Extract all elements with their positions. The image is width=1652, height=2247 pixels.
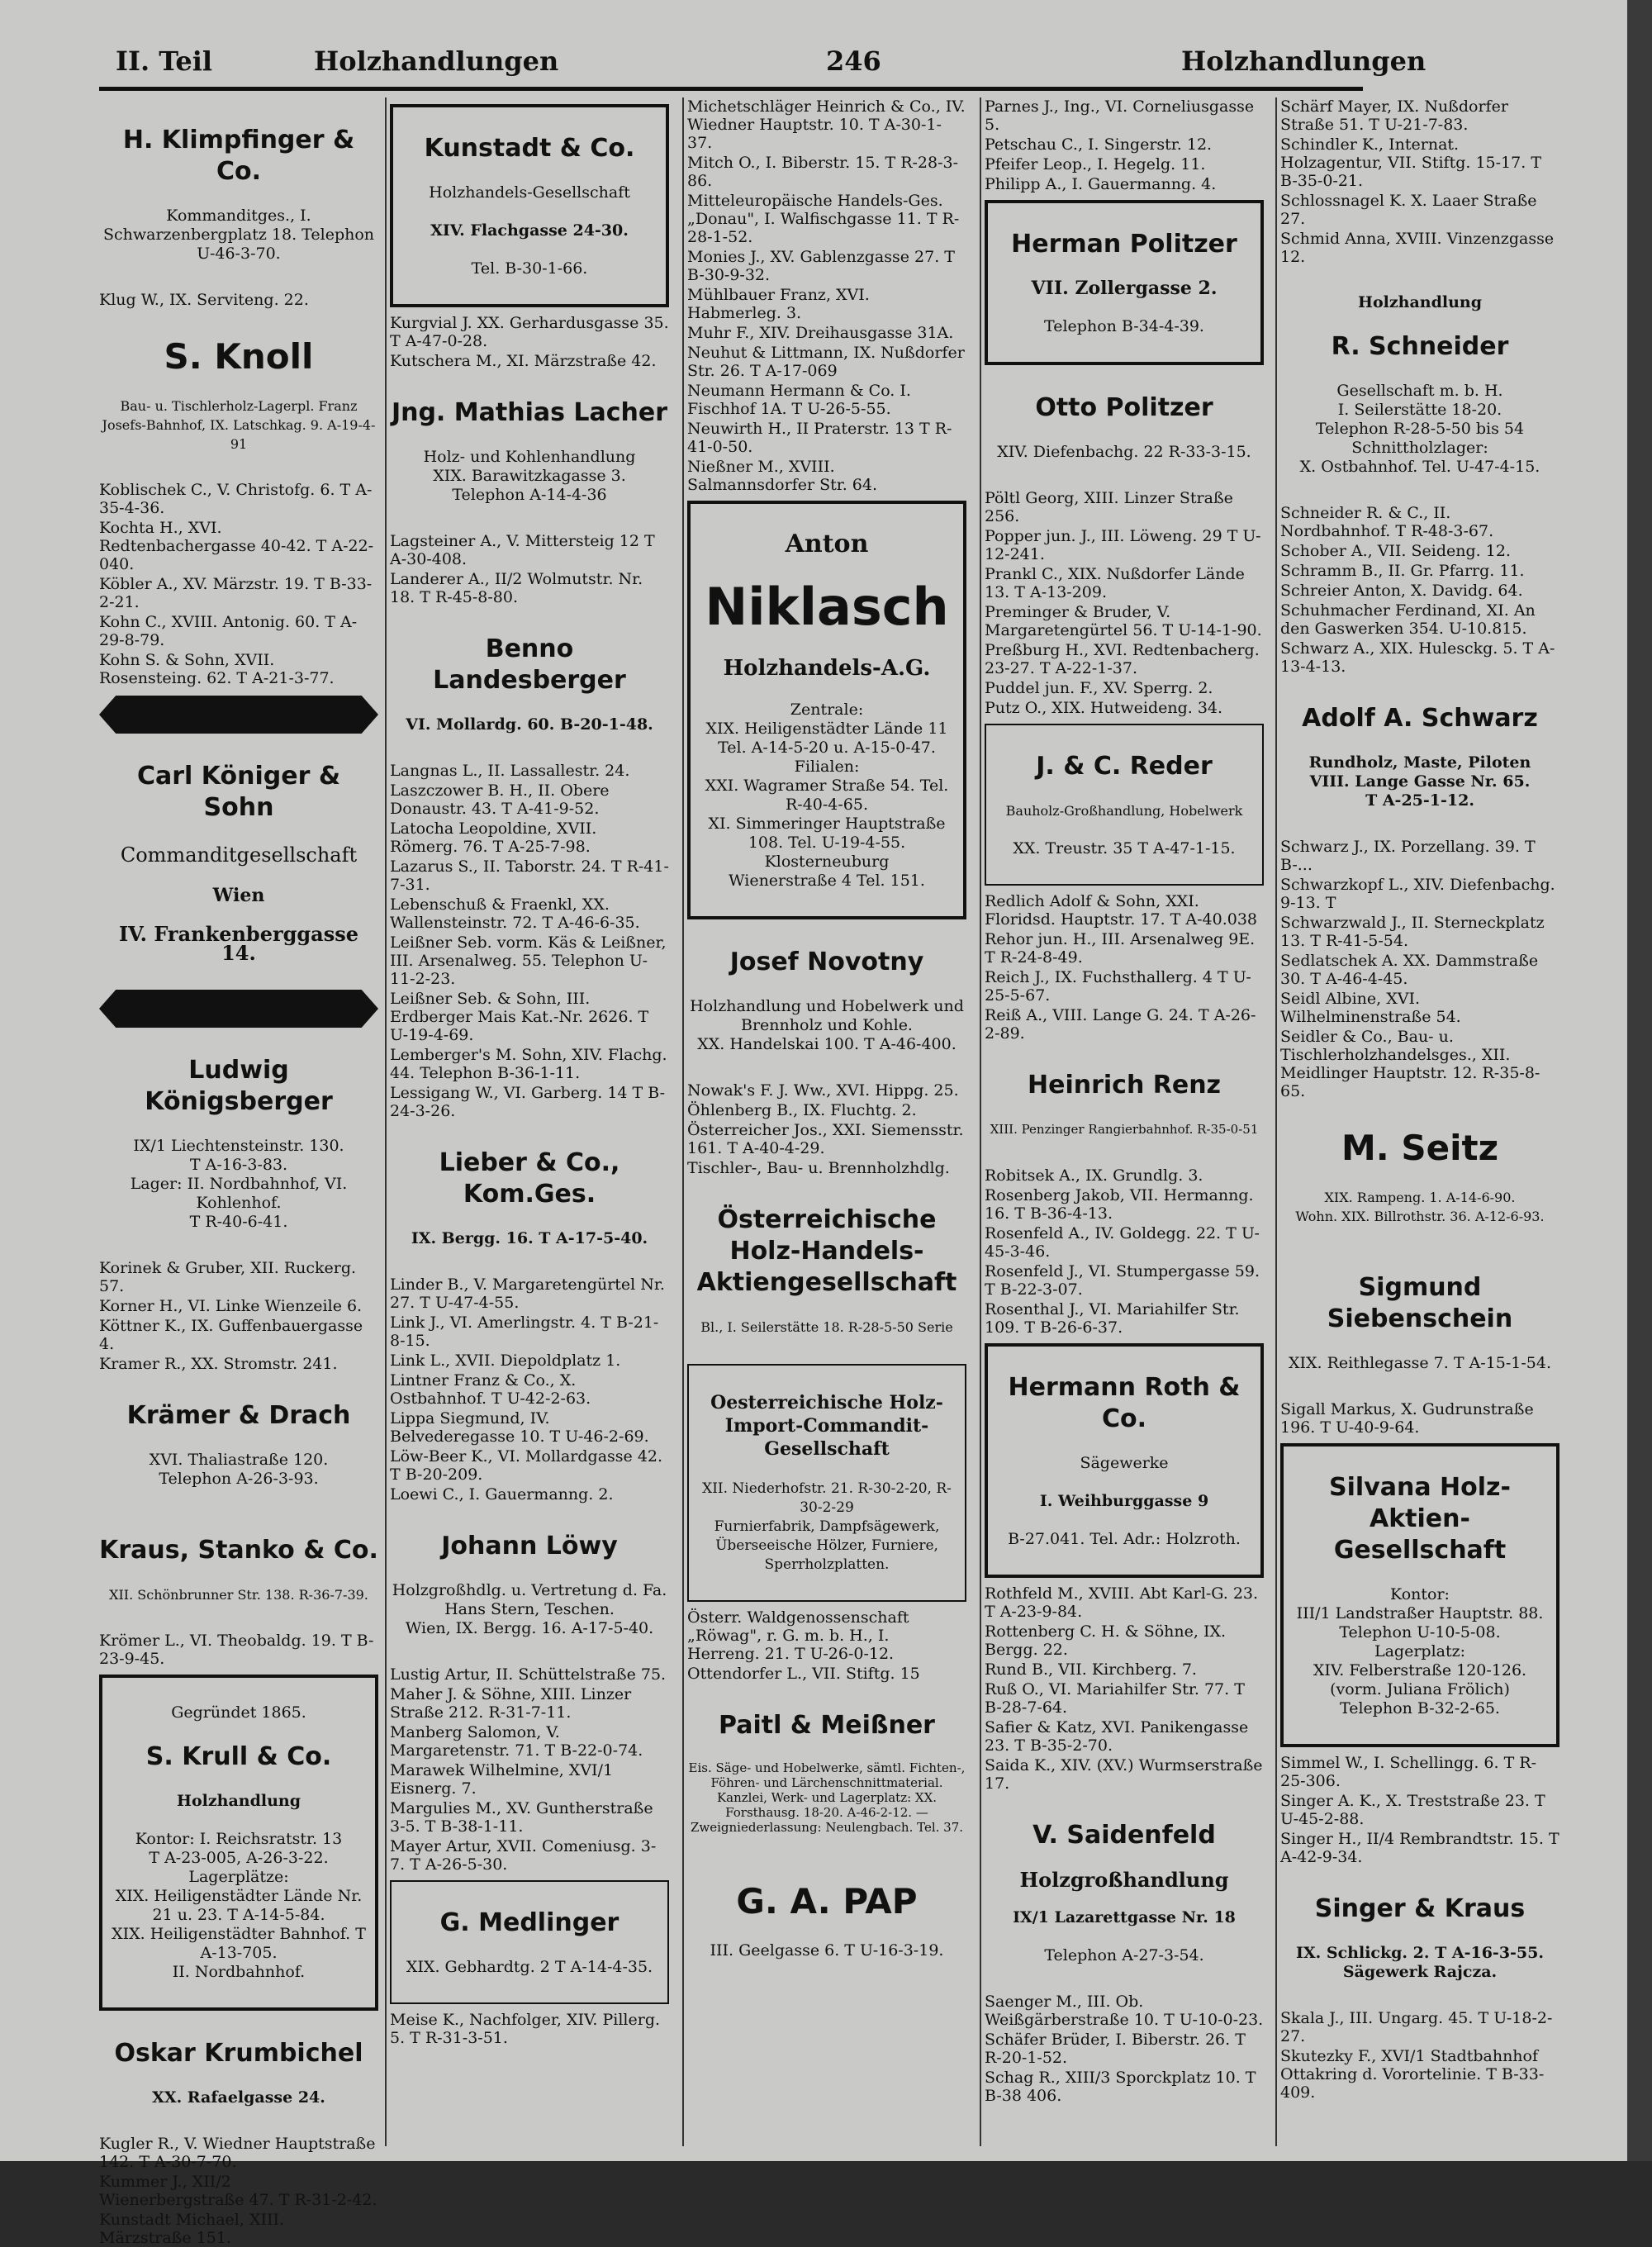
ad-text: IX/1 Liechtensteinstr. 130. T A-16-3-83. Lager: II. Nordbahnhof, VI. Kohlenhof. T R-40-6-41. <box>130 1137 348 1231</box>
ad-text: XIX. Reithlegasse 7. T A-15-1-54. <box>1288 1354 1552 1372</box>
ad-text: IX. Schlickg. 2. T A-16-3-55. Sägewerk Rajcza. <box>1296 1944 1544 1981</box>
ad-name: M. Seitz <box>1341 1128 1499 1168</box>
listing-entry: Lebenschuß & Fraenkl, XX. Wallensteinstr. 72. T A-46-6-35. <box>390 895 640 932</box>
listing-entry: Schuhmacher Ferdinand, XI. An den Gaswerken 354. U-10.815. <box>1280 601 1536 638</box>
ad-sub: Holzhandlung <box>177 1792 301 1810</box>
listing-entry: Rosenberg Jakob, VII. Hermanng. 16. T B-36-4-13. <box>985 1186 1254 1223</box>
listing-entry: Robitsek A., IX. Grundlg. 3. <box>985 1166 1203 1185</box>
ad-renz <box>985 1051 1264 1158</box>
listing-entry: Monies J., XV. Gablenzgasse 27. T B-30-9-32. <box>687 248 955 284</box>
listing-entry: Mühlbauer Franz, XVI. Habmerleg. 3. <box>687 286 870 322</box>
listing-entry: Krömer L., VI. Theobaldg. 19. T B-23-9-45. <box>99 1632 374 1668</box>
ad-city: Wien <box>212 885 265 906</box>
ad-text: Gesellschaft m. b. H. I. Seilerstätte 18-20. Telephon R-28-5-50 bis 54 Schnittholzlager: X. Ostbahnhof. Tel. U-47-4-15. <box>1299 382 1540 476</box>
listing-entry: Preßburg H., XVI. Redtenbacherg. 23-27. T A-22-1-37. <box>985 641 1260 677</box>
listing-entry: Mayer Artur, XVII. Comeniusg. 3-7. T A-26-5-30. <box>390 1837 657 1874</box>
ad-lieber <box>390 1128 669 1267</box>
ad-text: Holz- und Kohlenhandlung XIX. Barawitzkagasse 3. Telephon A-14-4-36 <box>423 448 636 504</box>
listing-entry: Mitteleuropäische Handels-Ges. „Donau", I. Walfischgasse 11. T R-28-1-52. <box>687 192 960 246</box>
ad-name: Otto Politzer <box>1035 393 1213 422</box>
listing-entry: Skutezky F., XVI/1 Stadtbahnhof Ottakring d. Vorortelinie. T B-33-409. <box>1280 2047 1545 2102</box>
ad-name: Oesterreichische Holz-Import-Commandit-Gesellschaft <box>710 1392 943 1460</box>
listing-entry: Rosenthal J., VI. Mariahilfer Str. 109. T B-26-6-37. <box>985 1300 1240 1337</box>
ad-founded: Gegründet 1865. <box>171 1703 306 1722</box>
ad-klimpfinger <box>99 106 378 283</box>
ad-sub: Holzhandels-Gesellschaft <box>429 183 630 202</box>
ad-text: XIII. Penzinger Rangierbahnhof. R-35-0-51 <box>990 1122 1259 1137</box>
page-header <box>116 45 1427 87</box>
ad-koenigsberger <box>99 1036 378 1251</box>
header-rule <box>99 87 1363 91</box>
ad-text: Kontor: I. Reichsratstr. 13 T A-23-005, A-26-3-22. Lagerplätze: XIX. Heiligenstädter Lände Nr. 21 u. 23. T A-14-5-84. XIX. Heiligenstädter Bahnhof. T A-13-705. II. Nordbahnhof. <box>112 1830 366 1981</box>
listing-entry: Rehor jun. H., III. Arsenalweg 9E. T R-24-8-49. <box>985 930 1256 967</box>
section-title-left: Holzhandlungen <box>314 45 559 77</box>
listing-entry: Seidler & Co., Bau- u. Tischlerholzhandelsges., XII. Meidlinger Hauptstr. 12. R-35-8-65. <box>1280 1028 1540 1100</box>
listing-entry: Österreicher Jos., XXI. Siemensstr. 161. T A-40-4-29. <box>687 1121 964 1157</box>
listing-entry: Saenger M., III. Ob. Weißgärberstraße 10. T U-10-0-23. <box>985 1993 1264 2029</box>
listing-entry: Pfeifer Leop., I. Hegelg. 11. <box>985 155 1206 173</box>
listing-entry: Meise K., Nachfolger, XIV. Pillerg. 5. T R-31-3-51. <box>390 2011 661 2047</box>
ad-name: S. Krull & Co. <box>145 1742 332 1771</box>
listing-entry: Muhr F., XIV. Dreihausgasse 31A. <box>687 324 954 342</box>
ad-name: Hermann Roth & Co. <box>1008 1373 1241 1433</box>
column-divider <box>682 97 684 2146</box>
listing-entry: Rothfeld M., XVIII. Abt Karl-G. 23. T A-23-9-84. <box>985 1584 1259 1621</box>
ad-name: Kunstadt & Co. <box>424 134 635 163</box>
ad-sub: Holzhandels-A.G. <box>723 656 931 681</box>
ad-seitz <box>1280 1109 1559 1245</box>
ad-name: Jng. Mathias Lacher <box>391 398 668 427</box>
ad-text: XII. Schönbrunner Str. 138. R-36-7-39. <box>109 1587 368 1603</box>
ad-text: XVI. Thaliastraße 120. Telephon A-26-3-93. <box>149 1451 329 1488</box>
ad-name: Oskar Krumbichel <box>114 2039 363 2068</box>
listing-entry: Singer H., II/4 Rembrandtstr. 15. T A-42-9-34. <box>1280 1830 1559 1866</box>
ad-text: B-27.041. Tel. Adr.: Holzroth. <box>1008 1530 1241 1548</box>
listing-entry: Petschau C., I. Singerstr. 12. <box>985 135 1213 154</box>
ad-sub: Bauholz-Großhandlung, Hobelwerk <box>1005 803 1243 819</box>
listing-entry: Lagsteiner A., V. Mittersteig 12 T A-30-408. <box>390 532 655 568</box>
listing-entry: Link J., VI. Amerlingstr. 4. T B-21-8-15. <box>390 1314 659 1350</box>
ad-address: IV. Frankenberggasse 14. <box>118 922 359 965</box>
listing-entry: Putz O., XIX. Hutweideng. 34. <box>985 699 1223 717</box>
ad-text: Bau- u. Tischlerholz-Lagerpl. Franz Josefs-Bahnhof, IX. Latschkag. 9. A-19-4-91 <box>102 398 376 452</box>
listing-entry: Singer A. K., X. Treststraße 23. T U-45-2-88. <box>1280 1792 1545 1828</box>
listing-entry: Simmel W., I. Schellingg. 6. T R-25-306. <box>1280 1754 1537 1790</box>
ad-pre: Holzhandlung <box>1358 293 1482 311</box>
listing-entry: Lessigang W., VI. Garberg. 14 T B-24-3-26. <box>390 1084 665 1120</box>
listing-entry: Kramer R., XX. Stromstr. 241. <box>99 1355 338 1373</box>
ad-name: Johann Löwy <box>441 1532 618 1561</box>
ad-text: VI. Mollardg. 60. B-20-1-48. <box>406 715 653 734</box>
listing-entry: Langnas L., II. Lassallestr. 24. <box>390 762 630 780</box>
ad-phone: Telephon A-27-3-54. <box>1044 1946 1204 1964</box>
ad-first-name: Anton <box>785 530 869 558</box>
listing-entry: Puddel jun. F., XV. Sperrg. 2. <box>985 679 1213 697</box>
ad-text: Holzhandlung und Hobelwerk und Brennholz und Kohle. XX. Handelskai 100. T A-46-400. <box>690 997 964 1053</box>
listing-entry: Lemberger's M. Sohn, XIV. Flachg. 44. Telephon B-36-1-11. <box>390 1046 667 1082</box>
listing-entry: Kochta H., XVI. Redtenbachergasse 40-42. T A-22-040. <box>99 519 374 573</box>
ad-text: Kontor: III/1 Landstraßer Hauptstr. 88. Telephon U-10-5-08. Lagerplatz: XIV. Felberstraße 120-126. (vorm. Juliana Frölich) Telephon B-32-2-65. <box>1296 1585 1544 1717</box>
listing-entry: Kummer J., XII/2 Wienerbergstraße 47. T R-31-2-42. <box>99 2173 377 2209</box>
ad-herman-politzer <box>985 200 1264 365</box>
listing-entry: Neumann Hermann & Co. I. Fischhof 1A. T U-26-5-55. <box>687 382 911 418</box>
ad-text: IX. Bergg. 16. T A-17-5-40. <box>411 1229 648 1247</box>
ad-sub: Sägewerke <box>1080 1454 1169 1472</box>
listing-entry: Schober A., VII. Seideng. 12. <box>1280 542 1511 560</box>
listing-entry: Schwarz J., IX. Porzellang. 39. T B-... <box>1280 838 1536 874</box>
ad-siebenschein <box>1280 1253 1559 1392</box>
listing-entry: Skala J., III. Ungarg. 45. T U-18-2-27. <box>1280 2009 1553 2045</box>
ad-name: H. Klimpfinger & Co. <box>122 126 355 186</box>
ad-text: Kommanditges., I. Schwarzenbergplatz 18. Telephon U-46-3-70. <box>102 207 375 263</box>
listing-entry: Kohn C., XVIII. Antonig. 60. T A-29-8-79. <box>99 613 358 649</box>
listing-entry: Schlossnagel K. X. Laaer Straße 27. <box>1280 192 1537 228</box>
ad-paitl <box>687 1691 966 1854</box>
listing-entry: Laszczower B. H., II. Obere Donaustr. 43. T A-41-9-52. <box>390 781 610 818</box>
listing-entry: Köbler A., XV. Märzstr. 19. T B-33-2-21. <box>99 575 373 611</box>
ad-kunstadt <box>390 104 669 307</box>
listing-entry: Schag R., XIII/3 Sporckplatz 10. T B-38 406. <box>985 2069 1256 2105</box>
listing-entry: Nießner M., XVIII. Salmannsdorfer Str. 64. <box>687 458 878 494</box>
part-label: II. Teil <box>116 45 213 77</box>
listing-entry: Kurgvial J. XX. Gerhardusgasse 35. T A-47-0-28. <box>390 314 669 350</box>
ad-name: Heinrich Renz <box>1027 1071 1222 1100</box>
ad-medlinger <box>390 1880 669 2004</box>
listing-entry: Philipp A., I. Gauermanng. 4. <box>985 175 1217 193</box>
listing-entry: Prankl C., XIX. Nußdorfer Lände 13. T A-13-209. <box>985 565 1245 601</box>
listing-entry: Latocha Leopoldine, XVII. Römerg. 76. T A-25-7-98. <box>390 819 597 856</box>
decorative-bar <box>99 696 378 734</box>
listing-entry: Saida K., XIV. (XV.) Wurmserstraße 17. <box>985 1756 1263 1793</box>
listing-entry: Korinek & Gruber, XII. Ruckerg. 57. <box>99 1259 357 1295</box>
listing-entry: Schäfer Brüder, I. Biberstr. 26. T R-20-1-52. <box>985 2031 1246 2067</box>
listing-entry: Preminger & Bruder, V. Margaretengürtel 56. T U-14-1-90. <box>985 603 1262 639</box>
ad-oesterreichische-holz <box>687 1185 966 1356</box>
listing-entry: Ottendorfer L., VII. Stiftg. 15 <box>687 1665 920 1683</box>
listing-entry: Parnes J., Ing., VI. Corneliusgasse 5. <box>985 97 1255 134</box>
ad-loewy <box>390 1512 669 1657</box>
listing-entry: Klug W., IX. Serviteng. 22. <box>99 291 309 309</box>
ad-text: XIX. Gebhardtg. 2 T A-14-4-35. <box>406 1958 653 1976</box>
ad-name: Krämer & Drach <box>126 1401 351 1430</box>
listing-entry: Koblischek C., V. Christofg. 6. T A-35-4-36. <box>99 481 373 517</box>
listing-entry: Tischler-, Bau- u. Brennholzhdlg. <box>687 1159 950 1177</box>
ad-text: XIV. Diefenbachg. 22 R-33-3-15. <box>997 443 1251 461</box>
ad-name: Lieber & Co., Kom.Ges. <box>439 1148 620 1209</box>
listing-entry: Korner H., VI. Linke Wienzeile 6. <box>99 1297 363 1315</box>
column-4 <box>985 97 1264 2138</box>
ad-name: Niklasch <box>705 577 949 637</box>
ad-address: XIV. Flachgasse 24-30. <box>430 221 629 240</box>
listing-entry: Rosenfeld A., IV. Goldegg. 22. T U-45-3-46. <box>985 1224 1260 1261</box>
ad-saidenfeld <box>985 1801 1264 1984</box>
ad-name: Benno Landesberger <box>433 634 626 695</box>
listing-entry: Pöltl Georg, XIII. Linzer Straße 256. <box>985 489 1233 525</box>
ad-address: IX/1 Lazarettgasse Nr. 18 <box>1013 1908 1236 1926</box>
decorative-bar <box>99 990 378 1028</box>
ad-hermann-roth <box>985 1343 1264 1578</box>
listing-entry: Löw-Beer K., VI. Mollardgasse 42. T B-20-209. <box>390 1447 663 1484</box>
listing-entry: Schmid Anna, XVIII. Vinzenzgasse 12. <box>1280 230 1555 266</box>
page-number: 246 <box>826 45 881 77</box>
listing-entry: Reich J., IX. Fuchsthallerg. 4 T U-25-5-67. <box>985 968 1251 1005</box>
ad-novotny <box>687 928 966 1073</box>
ad-phone: Telephon B-34-4-39. <box>1044 317 1204 335</box>
listing-entry: Popper jun. J., III. Löweng. 29 T U-12-241. <box>985 527 1261 563</box>
listing-entry: Mitch O., I. Biberstr. 15. T R-28-3-86. <box>687 154 959 190</box>
ad-sub: Commanditgesellschaft <box>120 843 358 867</box>
listing-entry: Schneider R. & C., II. Nordbahnhof. T R-48-3-67. <box>1280 504 1494 540</box>
listing-entry: Leißner Seb. vorm. Käs & Leißner, III. Arsenalweg. 55. Telephon U-11-2-23. <box>390 933 667 988</box>
listing-entry: Schreier Anton, X. Davidg. 64. <box>1280 582 1523 600</box>
ad-lacher <box>390 378 669 524</box>
listing-entry: Schindler K., Internat. Holzagentur, VII. Stiftg. 15-17. T B-35-0-21. <box>1280 135 1541 190</box>
listing-entry: Lustig Artur, II. Schüttelstraße 75. <box>390 1665 667 1684</box>
listing-entry: Link L., XVII. Diepoldplatz 1. <box>390 1352 621 1370</box>
ad-name: Ludwig Königsberger <box>145 1056 333 1116</box>
column-divider <box>385 97 387 2146</box>
ad-text: XX. Rafaelgasse 24. <box>152 2088 325 2107</box>
ad-name: Paitl & Meißner <box>719 1711 935 1740</box>
ad-niklasch <box>687 501 966 919</box>
listing-entry: Kutschera M., XI. Märzstraße 42. <box>390 352 657 370</box>
listing-entry: Sigall Markus, X. Gudrunstraße 196. T U-40-9-64. <box>1280 1400 1534 1437</box>
ad-text: III. Geelgasse 6. T U-16-3-19. <box>710 1941 944 1960</box>
ad-krumbichel <box>99 2019 378 2126</box>
listing-entry: Landerer A., II/2 Wolmutstr. Nr. 18. T R-45-8-80. <box>390 570 643 606</box>
column-1 <box>99 97 378 2247</box>
ad-text: XIX. Rampeng. 1. A-14-6-90. Wohn. XIX. Billrothstr. 36. A-12-6-93. <box>1295 1190 1545 1224</box>
ad-kraemer <box>99 1381 378 1508</box>
ad-text: Bl., I. Seilerstätte 18. R-28-5-50 Serie <box>700 1319 953 1335</box>
column-divider <box>980 97 981 2146</box>
ad-adolf-schwarz <box>1280 684 1559 829</box>
column-5 <box>1280 97 1559 2138</box>
ad-address: VII. Zollergasse 2. <box>1031 278 1218 299</box>
ad-schneider <box>1280 274 1559 496</box>
ad-koeniger <box>99 742 378 981</box>
ad-singer-kraus <box>1280 1874 1559 2001</box>
ad-landesberger <box>390 615 669 753</box>
listing-entry: Ruß O., VI. Mariahilfer Str. 77. T B-28-7-64. <box>985 1680 1245 1717</box>
ad-name: V. Saidenfeld <box>1032 1821 1216 1850</box>
listing-entry: Leißner Seb. & Sohn, III. Erdberger Mais Kat.-Nr. 2626. T U-19-4-69. <box>390 990 649 1044</box>
listing-entry: Neuwirth H., II Praterstr. 13 T R-41-0-50. <box>687 420 952 456</box>
listing-entry: Manberg Salomon, V. Margaretenstr. 71. T B-22-0-74. <box>390 1723 643 1760</box>
ad-name: Österreichische Holz-Handels-Aktiengesellschaft <box>696 1205 957 1297</box>
listing-entry: Michetschläger Heinrich & Co., IV. Wiedner Hauptstr. 10. T A-30-1-37. <box>687 97 966 152</box>
ad-otto-politzer <box>985 373 1264 481</box>
ad-holz-import <box>687 1364 966 1602</box>
listing-entry: Maher J. & Söhne, XIII. Linzer Straße 212. R-31-7-11. <box>390 1685 632 1722</box>
listing-entry: Kugler R., V. Wiedner Hauptstraße 142. T A-30-7-70. <box>99 2135 376 2171</box>
listing-entry: Schwarzwald J., II. Sterneckplatz 13. T R-41-5-54. <box>1280 914 1545 950</box>
listing-entry: Öhlenberg B., IX. Fluchtg. 2. <box>687 1101 917 1119</box>
ad-text: XII. Niederhofstr. 21. R-30-2-20, R-30-2-29 Furnierfabrik, Dampfsägewerk, Überseeische Hölzer, Furniere, Sperrholzplatten. <box>702 1480 952 1573</box>
ad-text: XX. Treustr. 35 T A-47-1-15. <box>1013 839 1236 857</box>
ad-name: Singer & Kraus <box>1314 1894 1526 1923</box>
listing-entry: Loewi C., I. Gauermanng. 2. <box>390 1485 614 1504</box>
ad-name: J. & C. Reder <box>1036 752 1213 781</box>
ad-reder <box>985 724 1264 886</box>
ad-pap <box>687 1862 966 1979</box>
listing-entry: Köttner K., IX. Guffenbauergasse 4. <box>99 1317 363 1353</box>
ad-knoll <box>99 317 378 473</box>
listing-entry: Margulies M., XV. Guntherstraße 3-5. T B-38-1-11. <box>390 1799 653 1836</box>
listing-entry: Linder B., V. Margaretengürtel Nr. 27. T U-47-4-55. <box>390 1276 665 1312</box>
column-3 <box>687 97 966 2138</box>
ad-text: Rundholz, Maste, Piloten VIII. Lange Gasse Nr. 65. T A-25-1-12. <box>1308 753 1531 810</box>
column-2 <box>390 97 669 2138</box>
listing-entry: Safier & Katz, XVI. Panikengasse 23. T B-35-2-70. <box>985 1718 1249 1755</box>
ad-sub: Holzgroßhandlung <box>1019 1868 1229 1892</box>
listing-entry: Kohn S. & Sohn, XVII. Rosensteing. 62. T A-21-3-77. <box>99 651 335 687</box>
ad-silvana <box>1280 1443 1559 1747</box>
scan-edge <box>1627 0 1652 2161</box>
listing-entry: Neuhut & Littmann, IX. Nußdorfer Str. 26. T A-17-069 <box>687 344 965 380</box>
ad-name: G. Medlinger <box>439 1908 620 1937</box>
section-title-right: Holzhandlungen <box>1181 45 1427 77</box>
listing-entry: Schwarzkopf L., XIV. Diefenbachg. 9-13. T <box>1280 876 1555 912</box>
ad-name: G. A. PAP <box>736 1881 918 1922</box>
ad-text: Holzgroßhdlg. u. Vertretung d. Fa. Hans Stern, Teschen. Wien, IX. Bergg. 16. A-17-5-40. <box>392 1581 667 1637</box>
listing-entry: Rosenfeld J., VI. Stumpergasse 59. T B-22-3-07. <box>985 1262 1260 1299</box>
listing-entry: Schramm B., II. Gr. Pfarrg. 11. <box>1280 562 1525 580</box>
listing-entry: Nowak's F. J. Ww., XVI. Hippg. 25. <box>687 1081 959 1100</box>
ad-name: R. Schneider <box>1331 332 1509 361</box>
ad-name: Herman Politzer <box>1011 230 1237 259</box>
listing-entry: Schärf Mayer, IX. Nußdorfer Straße 51. T U-21-7-83. <box>1280 97 1508 134</box>
ad-kraus <box>99 1516 378 1623</box>
listing-entry: Rund B., VII. Kirchberg. 7. <box>985 1660 1197 1679</box>
ad-text: Zentrale: XIX. Heiligenstädter Lände 11 Tel. A-14-5-20 u. A-15-0-47. Filialen: XXI. Wagramer Straße 54. Tel. R-40-4-65. XI. Simmeringer Hauptstraße 108. Tel. U-19-4-55. Klosterneuburg Wienerstraße 4 Tel. 151. <box>705 701 949 890</box>
listing-entry: Kunstadt Michael, XIII. Märzstraße 151. <box>99 2211 285 2247</box>
ad-phone: Tel. B-30-1-66. <box>471 259 588 278</box>
listing-entry: Redlich Adolf & Sohn, XXI. Floridsd. Hauptstr. 17. T A-40.038 <box>985 892 1257 929</box>
column-divider <box>1275 97 1277 2146</box>
listing-entry: Marawek Wilhelmine, XVI/1 Eisnerg. 7. <box>390 1761 614 1798</box>
ad-name: Carl Königer & Sohn <box>137 762 340 822</box>
ad-address: I. Weihburggasse 9 <box>1039 1492 1209 1510</box>
ad-name: Kraus, Stanko & Co. <box>99 1536 378 1565</box>
ad-name: Adolf A. Schwarz <box>1302 704 1538 733</box>
ad-name: S. Knoll <box>164 336 314 377</box>
ad-name: Josef Novotny <box>729 948 924 976</box>
ad-name: Sigmund Siebenschein <box>1327 1273 1513 1333</box>
listing-entry: Lippa Siegmund, IV. Belvederegasse 10. T U-46-2-69. <box>390 1409 649 1446</box>
listing-entry: Lazarus S., II. Taborstr. 24. T R-41-7-31. <box>390 857 669 894</box>
ad-name: Silvana Holz-Aktien-Gesellschaft <box>1329 1473 1511 1565</box>
listing-entry: Schwarz A., XIX. Hulesckg. 5. T A-13-4-13. <box>1280 639 1555 676</box>
listing-entry: Sedlatschek A. XX. Dammstraße 30. T A-46-4-45. <box>1280 952 1539 988</box>
listing-entry: Reiß A., VIII. Lange G. 24. T A-26-2-89. <box>985 1006 1256 1043</box>
listing-entry: Rottenberg C. H. & Söhne, IX. Bergg. 22. <box>985 1622 1227 1659</box>
ad-text: Eis. Säge- und Hobelwerke, sämtl. Fichten-, Föhren- und Lärchenschnittmaterial. Kanzlei, Werk- und Lagerplatz: XX. Forsthausg. 18-20. A-46-2-12. — Zweigniederlassung: Neulengbach. Tel. 37. <box>688 1760 966 1835</box>
ad-krull <box>99 1675 378 2011</box>
listing-entry: Seidl Albine, XVI. Wilhelminenstraße 54. <box>1280 990 1461 1026</box>
listing-entry: Österr. Waldgenossenschaft „Röwag", r. G. m. b. H., I. Herreng. 21. T U-26-0-12. <box>687 1608 909 1663</box>
listing-entry: Lintner Franz & Co., X. Ostbahnhof. T U-42-2-63. <box>390 1371 591 1408</box>
